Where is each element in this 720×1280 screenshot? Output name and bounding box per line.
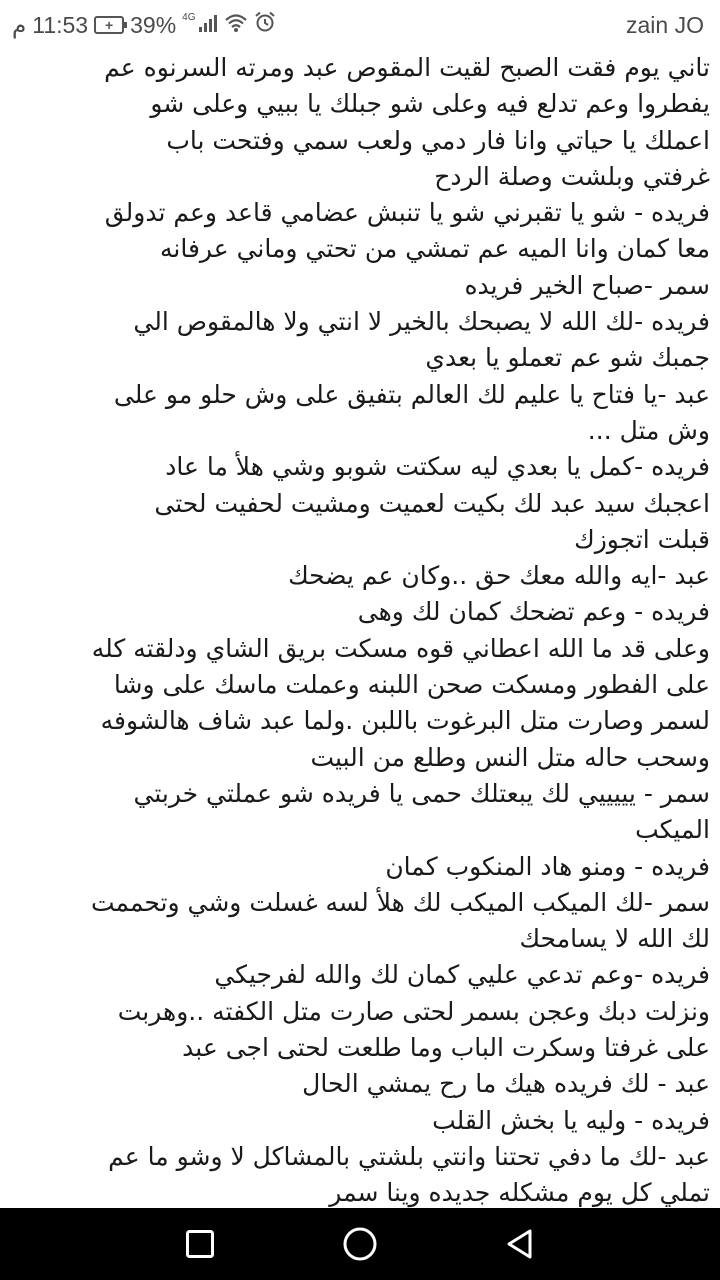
- story-line: لك الله لا يسامحك: [519, 924, 710, 954]
- story-line: فريده - شو يا تقبرني شو يا تنبش عضامي قاعد وعم تدولق: [104, 198, 710, 228]
- navigation-bar: [0, 1208, 720, 1280]
- story-line: وعلى قد ما الله اعطاني قوه مسكت بريق الشاي ودلقته كله: [91, 633, 710, 663]
- story-text-area[interactable]: [0, 50, 720, 1208]
- story-line: جمبك شو عم تعملو يا بعدي: [425, 343, 710, 373]
- am-pm-label: م: [12, 11, 27, 38]
- status-bar: [0, 0, 720, 50]
- story-line: يفطروا وعم تدلع فيه وعلى شو جبلك يا ببيي وعلى شو: [150, 89, 710, 119]
- battery-icon: +: [94, 16, 124, 34]
- network-type: 4G: [182, 11, 196, 23]
- story-line: تاني يوم فقت الصبح لقيت المقوص عبد ومرته السرنوه عم: [104, 53, 710, 82]
- story-line: فريده - ومنو هاد المنكوب كمان: [385, 851, 710, 881]
- home-circle-icon: [342, 1226, 378, 1262]
- story-line: معا كمان وانا الميه عم تمشي من تحتي وماني عرفانه: [160, 234, 710, 264]
- recents-square-icon: [185, 1229, 215, 1259]
- story-line: فريده - وليه يا بخش القلب: [432, 1105, 710, 1135]
- story-line: فريده -وعم تدعي عليي كمان لك والله لفرجيكي: [214, 960, 710, 990]
- story-line: عبد -لك ما دفي تحتنا وانتي بلشتي بالمشاكل لا وشو ما عم: [108, 1141, 710, 1171]
- carrier-name: zain JO: [626, 11, 704, 38]
- story-line: اعجبك سيد عبد لك بكيت لعميت ومشيت لحفيت لحتى: [154, 488, 710, 518]
- story-line: ونزلت دبك وعجن بسمر لحتى صارت متل الكفته ..وهربت: [117, 996, 710, 1026]
- story-line: تملي كل يوم مشكله جديده وينا سمر: [329, 1178, 710, 1208]
- story-line: سمر -صباح الخير فريده: [464, 270, 710, 300]
- alarm-icon: [254, 11, 276, 39]
- home-button[interactable]: [340, 1224, 380, 1264]
- story-line: قبلت اتجوزك: [574, 524, 710, 554]
- story-line: عبد -يا فتاح يا عليم لك العالم بتفيق على وش حلو مو على: [113, 379, 710, 409]
- back-button[interactable]: [500, 1224, 540, 1264]
- story-line: وسحب حاله متل النس وطلع من البيت: [310, 742, 710, 772]
- story-line: اعملك يا حياتي وانا فار دمي ولعب سمي وفتحت باب: [166, 125, 710, 155]
- story-line: الميكب: [635, 815, 710, 845]
- battery-percent: 39%: [130, 11, 177, 38]
- story-line: على الفطور ومسكت صحن اللبنه وعملت ماسك على وشا: [113, 670, 710, 700]
- carrier-area: [626, 10, 704, 40]
- story-line: غرفتي وبلشت وصلة الردح: [434, 161, 710, 191]
- story-line: عبد -ايه والله معك حق ..وكان عم يضحك: [288, 561, 710, 591]
- story-line: وش متل ...: [587, 415, 710, 445]
- recents-button[interactable]: [180, 1224, 220, 1264]
- wifi-icon: [224, 12, 248, 39]
- story-line: سمر - يييييي لك يبعتلك حمى يا فريده شو عملتي خربتي: [133, 778, 710, 808]
- story-line: سمر -لك الميكب الميكب لك هلأ لسه غسلت وشي وتحممت: [90, 887, 710, 917]
- status-indicators: [12, 10, 276, 40]
- story-line: فريده -لك الله لا يصبحك بالخير لا انتي ولا هالمقوص الي: [133, 307, 710, 337]
- back-triangle-icon: [504, 1228, 536, 1260]
- story-line: عبد - لك فريده هيك ما رح يمشي الحال: [302, 1069, 710, 1099]
- story-line: فريده - وعم تضحك كمان لك وهى: [357, 597, 710, 627]
- signal-icon: [198, 12, 218, 39]
- story-line: على غرفتا وسكرت الباب وما طلعت لحتى اجى عبد: [182, 1033, 710, 1063]
- clock-time: 11:53: [32, 11, 89, 38]
- story-line: فريده -كمل يا بعدي ليه سكتت شوبو وشي هلأ ما عاد: [165, 452, 710, 482]
- story-line: لسمر وصارت متل البرغوت باللبن .ولما عبد شاف هالشوفه: [100, 706, 710, 736]
